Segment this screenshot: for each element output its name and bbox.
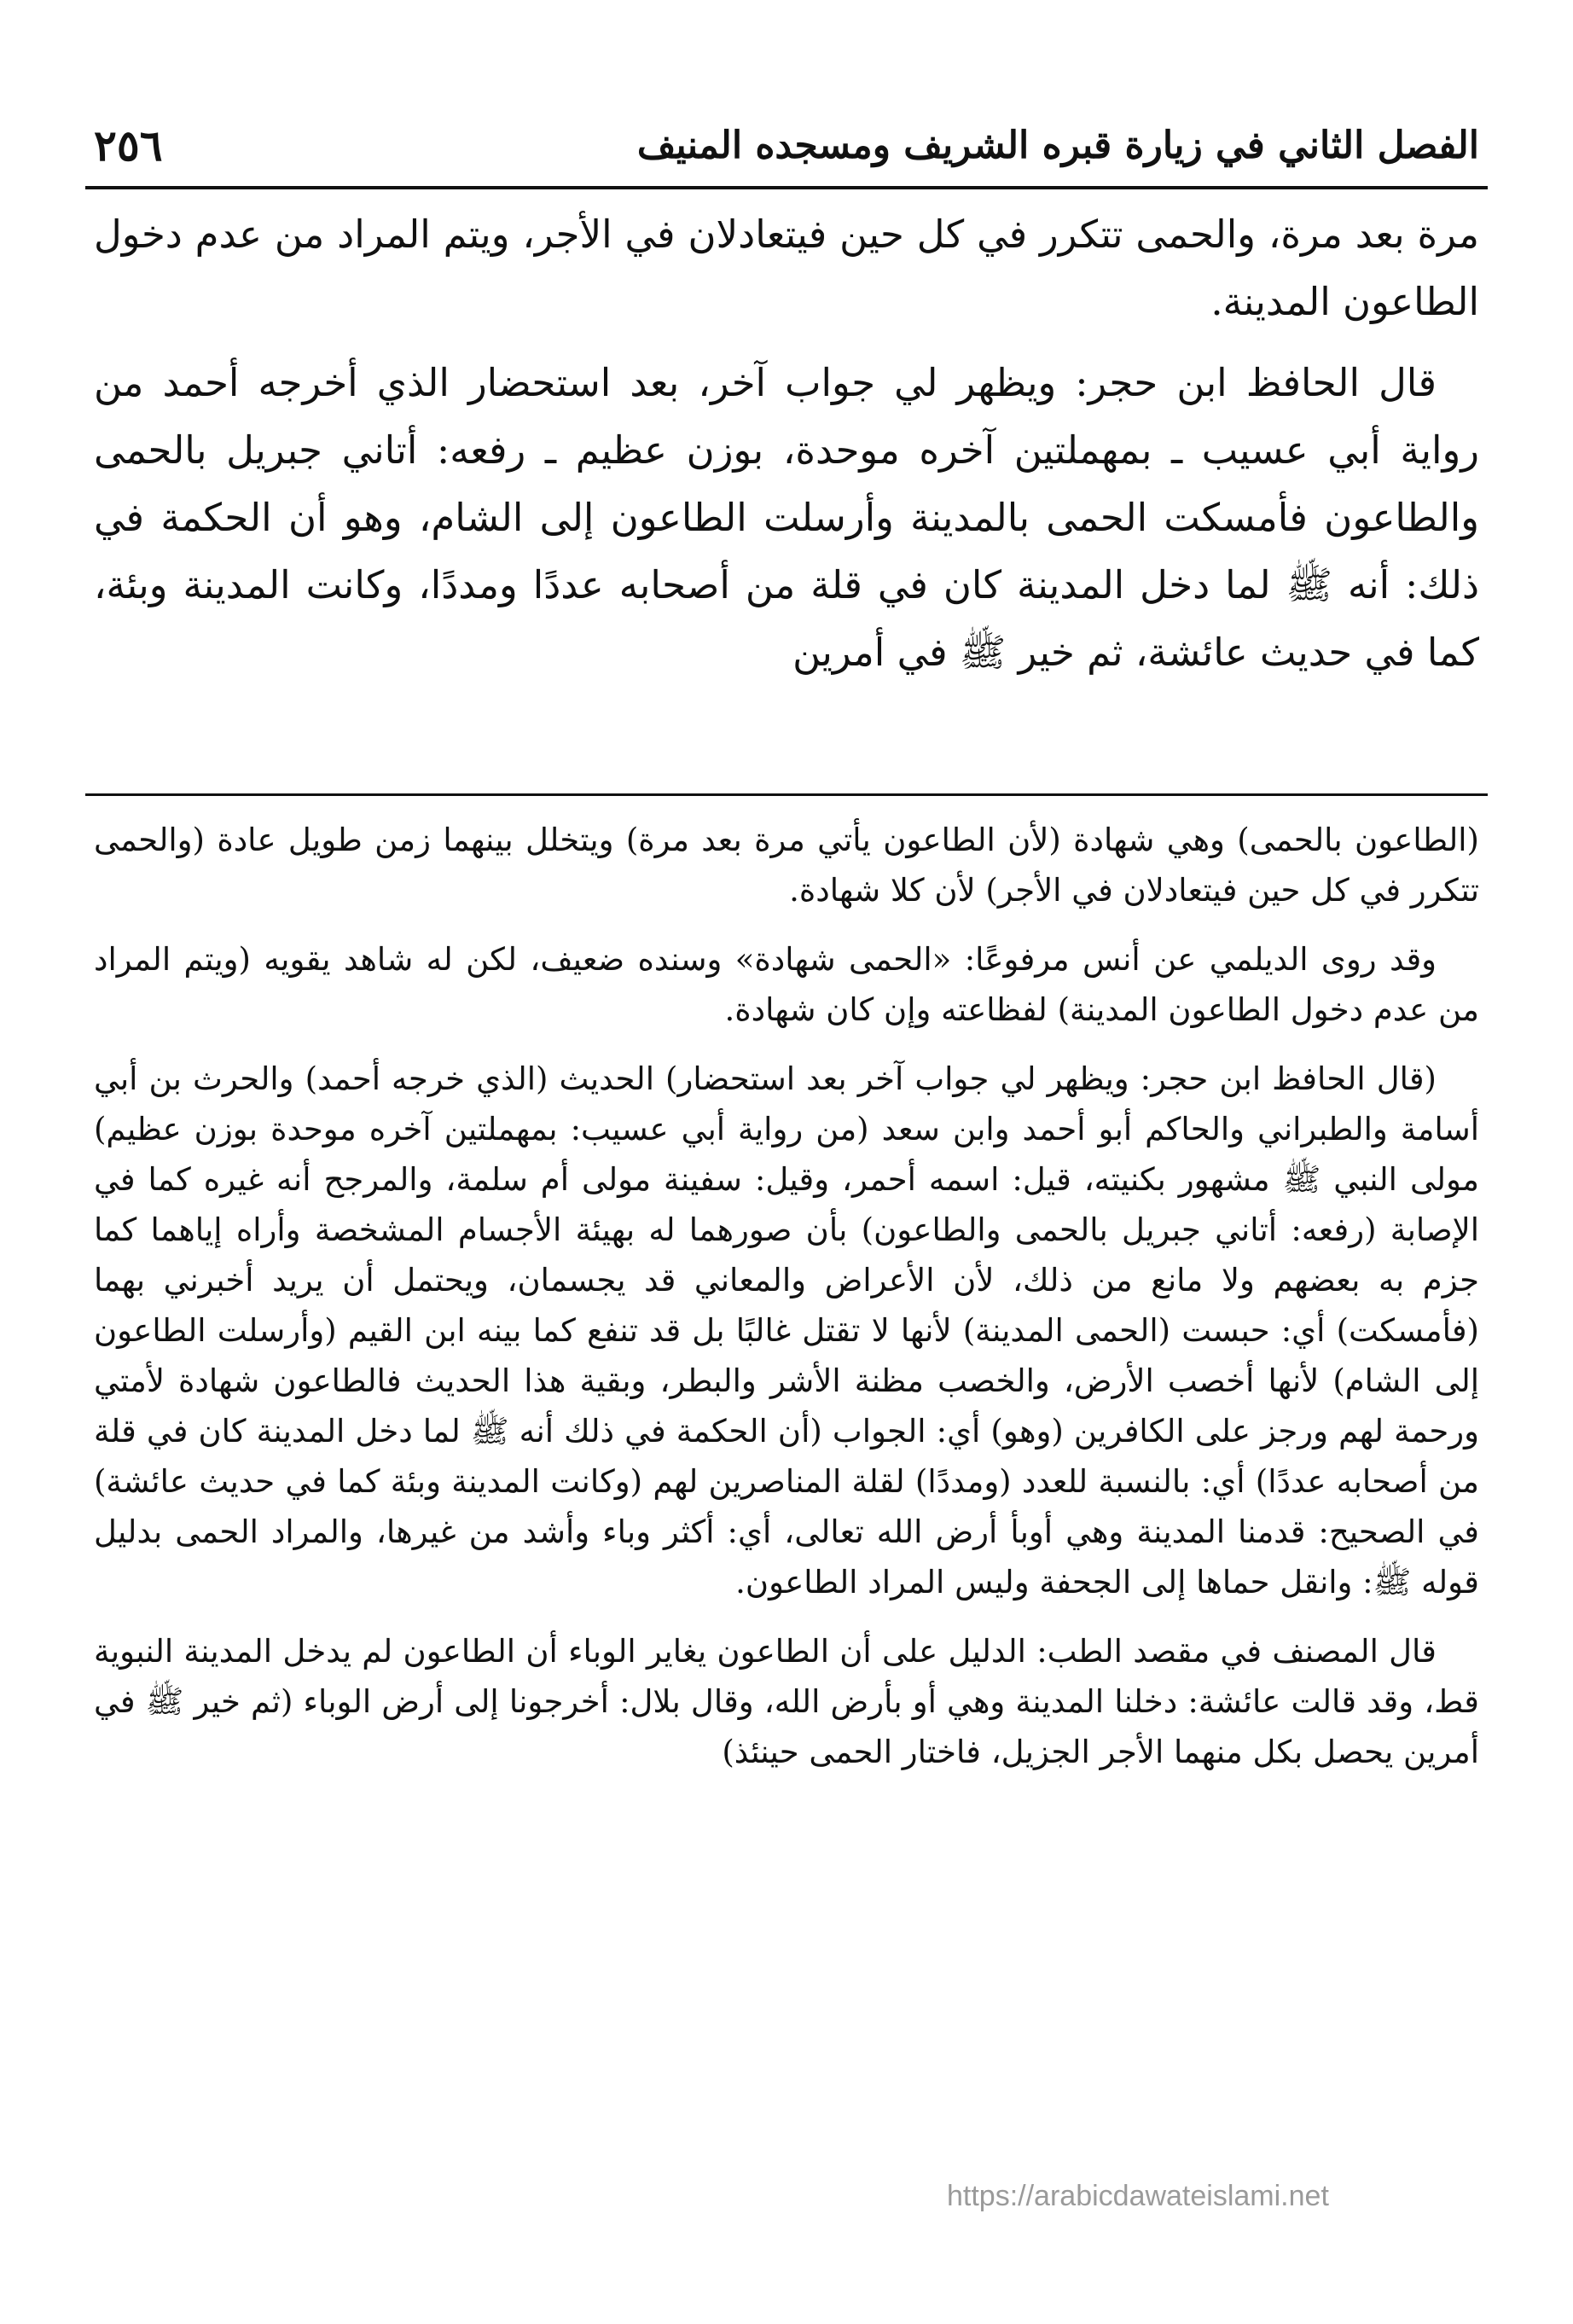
page-header (94, 102, 1479, 188)
commentary-paragraph-3: (قال الحافظ ابن حجر: ويظهر لي جواب آخر بعد استحضار) الحديث (الذي خرجه أحمد) والحرث بن أبي أسامة والطبراني والحاكم أبو أحمد وابن سعد (من رواية أبي عسيب: بمهملتين آخره موحدة بوزن عظيم) مولى النبي ﷺ مشهور بكنيته، قيل: اسمه أحمر، وقيل: سفينة مولى أم سلمة، والمرجح أنه غيره كما في الإصابة (رفعه: أتاني جبريل بالحمى والطاعون) بأن صورهما له بهيئة الأجسام المشخصة وأراه إياهما كما جزم به بعضهم ولا مانع من ذلك، لأن الأعراض والمعاني قد يجسمان، ويحتمل أن يريد أخبرني بهما (فأمسكت) أي: حبست (الحمى المدينة) لأنها لا تقتل غالبًا بل قد تنفع كما بينه ابن القيم (وأرسلت الطاعون إلى الشام) لأنها أخصب الأرض، والخصب مظنة الأشر والبطر، وبقية هذا الحديث فالطاعون شهادة لأمتي ورحمة لهم ورجز على الكافرين (وهو) أي: الجواب (أن الحكمة في ذلك أنه ﷺ لما دخل المدينة كان في قلة من أصحابه عددًا) أي: بالنسبة للعدد (ومددًا) لقلة المناصرين لهم (وكانت المدينة وبئة كما في حديث عائشة) في الصحيح: قدمنا المدينة وهي أوبأ أرض الله تعالى، أي: أكثر وباء وأشد من غيرها، والمراد الحمى بدليل قوله ﷺ: وانقل حماها إلى الجحفة وليس المراد الطاعون. (94, 1060, 1479, 1601)
main-paragraph-2: قال الحافظ ابن حجر: ويظهر لي جواب آخر، بعد استحضار الذي أخرجه أحمد من رواية أبي عسيب ـ بمهملتين آخره موحدة، بوزن عظيم ـ رفعه: أتاني جبريل بالحمى والطاعون فأمسكت الحمى بالمدينة وأرسلت الطاعون إلى الشام، وهو أن الحكمة في ذلك: أنه ﷺ لما دخل المدينة كان في قلة من أصحابه عددًا ومددًا، وكانت المدينة وبئة، كما في حديث عائشة، ثم خير ﷺ في أمرين (94, 360, 1479, 675)
commentary-paragraph-1: (الطاعون بالحمى) وهي شهادة (لأن الطاعون يأتي مرة بعد مرة) ويتخلل بينهما زمن طويل عادة (والحمى تتكرر في كل حين فيتعادلان في الأجر) لأن كلا شهادة. (94, 822, 1479, 909)
chapter-title: الفصل الثاني في زيارة قبره الشريف ومسجده المنيف (636, 123, 1479, 167)
page-number: ٢٥٦ (94, 119, 163, 171)
commentary-paragraph-4: قال المصنف في مقصد الطب: الدليل على أن الطاعون يغاير الوباء أن الطاعون لم يدخل المدينة النبوية قط، وقد قالت عائشة: دخلنا المدينة وهي أو بأرض الله، وقال بلال: أخرجونا إلى أرض الوباء (ثم خير ﷺ في أمرين يحصل بكل منهما الأجر الجزيل، فاختار الحمى حينئذ) (94, 1633, 1479, 1770)
commentary-paragraph-2: وقد روى الديلمي عن أنس مرفوعًا: «الحمى شهادة» وسنده ضعيف، لكن له شاهد يقويه (ويتم المراد من عدم دخول الطاعون المدينة) لفظاعته وإن كان شهادة. (94, 941, 1479, 1028)
main-text (94, 200, 1479, 700)
main-paragraph-1: مرة بعد مرة، والحمى تتكرر في كل حين فيتعادلان في الأجر، ويتم المراد من عدم دخول الطاعون المدينة. (94, 212, 1479, 324)
commentary (94, 815, 1479, 1796)
watermark-url: https://arabicdawateislami.net (947, 2180, 1329, 2212)
header-rule (85, 186, 1488, 189)
footnote-divider (85, 793, 1488, 796)
